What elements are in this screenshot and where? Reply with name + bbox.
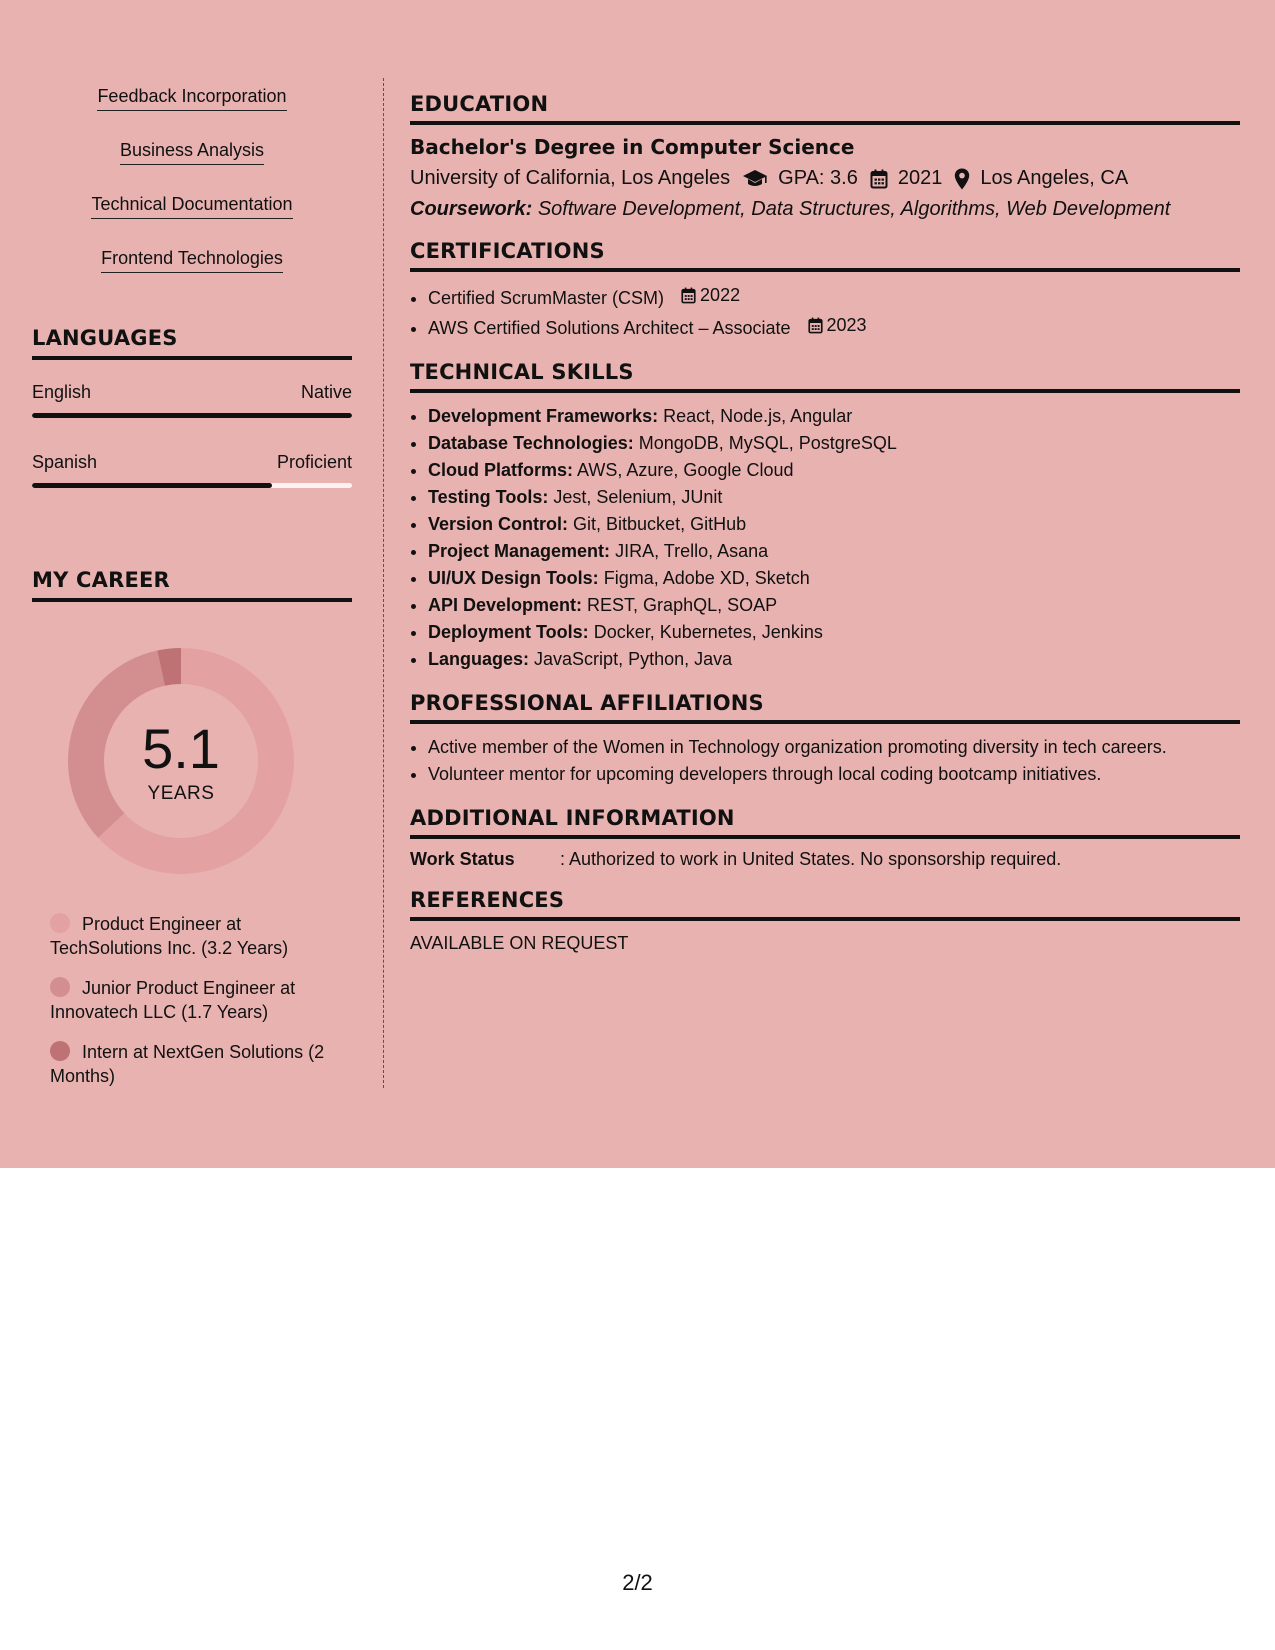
legend-item [50, 912, 352, 960]
career-total-unit: YEARS [147, 783, 215, 804]
skill-values: REST, GraphQL, SOAP [587, 595, 778, 615]
list-item [428, 592, 1240, 619]
language-level: Native [300, 382, 352, 402]
list-item [428, 430, 1240, 457]
certification-name: AWS Certified Solutions Architect – Associate [428, 318, 791, 338]
list-item [428, 538, 1240, 565]
certification-name: Certified ScrumMaster (CSM) [428, 288, 665, 308]
additional-info-heading: ADDITIONAL INFORMATION [410, 806, 1240, 839]
degree-title: Bachelor's Degree in Computer Science [410, 135, 855, 159]
certifications-heading: CERTIFICATIONS [410, 239, 1240, 272]
skill-values: JavaScript, Python, Java [534, 649, 733, 669]
education-location: Los Angeles, CA [980, 167, 1129, 189]
career-legend [50, 912, 352, 1088]
certification-year: 2023 [826, 315, 867, 335]
references-heading: REFERENCES [410, 888, 1240, 921]
skill-values: Jest, Selenium, JUnit [553, 487, 723, 507]
list-item: • Active member of the Women in Technology organization promoting diversity in tech careers. [428, 734, 1240, 761]
legend-item [50, 1040, 352, 1088]
languages-heading: LANGUAGES [32, 326, 352, 360]
career-donut-chart [66, 646, 296, 876]
skill-category: Database Technologies: [428, 433, 634, 453]
skill-category: Project Management: [428, 541, 611, 561]
list-item [428, 484, 1240, 511]
list-item [428, 511, 1240, 538]
skill-tag: Business Analysis [120, 140, 264, 165]
certification-year: 2022 [700, 285, 741, 305]
language-name: English [32, 382, 92, 402]
career-section [32, 568, 352, 1088]
gpa: GPA: 3.6 [778, 167, 858, 189]
education-heading: EDUCATION [410, 92, 1240, 125]
affiliations-heading: PROFESSIONAL AFFILIATIONS [410, 691, 1240, 724]
calendar-icon [808, 317, 823, 334]
work-status-value: : Authorized to work in United States. No sponsorship required. [560, 849, 1062, 869]
references-section [410, 888, 1240, 954]
language-level: Proficient [276, 452, 352, 472]
skill-values: JIRA, Trello, Asana [615, 541, 769, 561]
language-row [32, 382, 352, 403]
page-number: 2/2 [622, 1570, 653, 1595]
list-item: • Volunteer mentor for upcoming developers through local coding bootcamp initiatives. [428, 761, 1240, 788]
skill-category: Development Frameworks: [428, 406, 659, 426]
right-column [410, 92, 1240, 972]
skill-category: API Development: [428, 595, 583, 615]
skill-category: Cloud Platforms: [428, 460, 574, 480]
skill-tags [32, 78, 352, 282]
career-donut-center [66, 646, 296, 876]
list-item [428, 312, 1240, 342]
list-item [428, 619, 1240, 646]
technical-skills-list [410, 403, 1240, 673]
graduation-cap-icon [742, 169, 768, 189]
languages-section [32, 326, 352, 488]
work-status-label: Work Status [410, 849, 515, 869]
list-item [428, 646, 1240, 673]
language-level-bar [32, 413, 352, 418]
coursework [410, 198, 1240, 221]
left-column [32, 78, 352, 1104]
skill-values: MongoDB, MySQL, PostgreSQL [638, 433, 897, 453]
coursework-label: Coursework: [410, 198, 533, 220]
skill-tag: Feedback Incorporation [97, 86, 286, 111]
language-row [32, 452, 352, 473]
legend-dot [50, 977, 70, 997]
skill-category: Testing Tools: [428, 487, 549, 507]
column-divider [383, 78, 384, 1088]
skill-tag: Technical Documentation [91, 194, 292, 219]
skill-values: Docker, Kubernetes, Jenkins [593, 622, 823, 642]
legend-label: Intern at NextGen Solutions (2 Months) [50, 1042, 325, 1086]
work-status-row [410, 849, 1240, 870]
education-section [410, 92, 1240, 221]
graduation-year: 2021 [897, 167, 943, 189]
skill-values: Git, Bitbucket, GitHub [573, 514, 747, 534]
calendar-icon [681, 287, 696, 304]
certifications-list [410, 282, 1240, 342]
career-total-years: 5.1 [142, 717, 220, 780]
calendar-icon [870, 169, 888, 189]
technical-skills-section [410, 360, 1240, 673]
additional-info-section [410, 806, 1240, 870]
career-heading: MY CAREER [32, 568, 352, 602]
list-item [428, 403, 1240, 430]
skill-category: UI/UX Design Tools: [428, 568, 599, 588]
map-pin-icon [954, 168, 970, 190]
skill-values: Figma, Adobe XD, Sketch [603, 568, 810, 588]
education-details [410, 167, 1240, 190]
affiliations-section [410, 691, 1240, 788]
references-text: AVAILABLE ON REQUEST [410, 933, 629, 953]
school-name: University of California, Los Angeles [410, 167, 731, 189]
language-level-bar [32, 483, 352, 488]
technical-skills-heading: TECHNICAL SKILLS [410, 360, 1240, 393]
legend-label: Product Engineer at TechSolutions Inc. (3.2 Years) [50, 914, 289, 958]
list-item [428, 457, 1240, 484]
skill-tag: Frontend Technologies [101, 248, 283, 273]
skill-category: Deployment Tools: [428, 622, 589, 642]
skill-category: Version Control: [428, 514, 569, 534]
language-name: Spanish [32, 452, 98, 472]
legend-item [50, 976, 352, 1024]
legend-dot [50, 913, 70, 933]
skill-category: Languages: [428, 649, 530, 669]
list-item [428, 565, 1240, 592]
legend-dot [50, 1041, 70, 1061]
coursework-list: Software Development, Data Structures, Algorithms, Web Development [537, 198, 1171, 220]
language-level-fill [32, 413, 352, 418]
certifications-section [410, 239, 1240, 342]
legend-label: Junior Product Engineer at Innovatech LLC (1.7 Years) [50, 978, 296, 1022]
list-item [428, 282, 1240, 312]
language-level-fill [32, 483, 272, 488]
skill-values: React, Node.js, Angular [663, 406, 853, 426]
affiliations-list [410, 734, 1240, 788]
skill-values: AWS, Azure, Google Cloud [577, 460, 794, 480]
